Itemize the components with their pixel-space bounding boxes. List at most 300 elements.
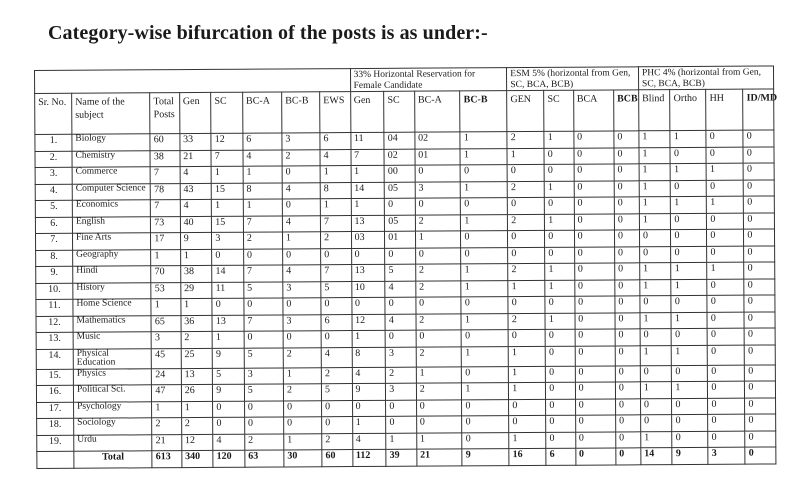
- category-value-cell: 1: [243, 199, 282, 216]
- total-value-cell: 39: [386, 449, 417, 466]
- category-value-cell: 7: [244, 265, 283, 282]
- sr-no-cell: 19.: [37, 435, 74, 452]
- category-value-cell: 0: [615, 382, 640, 399]
- category-value-cell: 2: [507, 181, 544, 198]
- category-value-cell: 3: [386, 383, 417, 400]
- category-value-cell: 1: [461, 280, 508, 297]
- total-posts-cell: 53: [151, 282, 180, 299]
- sr-no-cell: 14.: [36, 349, 73, 369]
- category-value-cell: 1: [180, 249, 212, 266]
- total-posts-cell: 21: [152, 434, 181, 451]
- category-value-cell: 1: [181, 298, 213, 315]
- column-header: BCB: [614, 90, 639, 131]
- category-value-cell: 0: [574, 230, 614, 247]
- category-value-cell: 4: [385, 281, 416, 298]
- category-value-cell: 12: [211, 133, 243, 150]
- subject-cell: Music: [73, 332, 151, 349]
- category-value-cell: 5: [244, 384, 283, 401]
- total-posts-cell: 7: [150, 167, 179, 184]
- category-value-cell: 0: [461, 247, 508, 264]
- category-value-cell: 0: [462, 399, 509, 416]
- category-value-cell: 0: [707, 180, 744, 197]
- category-value-cell: 0: [670, 147, 706, 164]
- category-value-cell: 0: [574, 279, 614, 296]
- category-value-cell: 2: [181, 417, 213, 434]
- category-value-cell: 1: [639, 164, 671, 181]
- category-value-cell: 1: [544, 131, 573, 148]
- category-value-cell: 3: [283, 314, 321, 331]
- category-value-cell: 0: [385, 198, 416, 215]
- category-value-cell: 0: [461, 231, 508, 248]
- category-value-cell: 13: [351, 264, 385, 281]
- category-value-cell: 2: [243, 232, 282, 249]
- category-value-cell: 0: [614, 197, 639, 214]
- category-value-cell: 7: [320, 215, 351, 232]
- category-value-cell: 0: [574, 213, 614, 230]
- category-value-cell: 0: [745, 381, 776, 398]
- category-value-cell: 0: [508, 197, 545, 214]
- category-value-cell: 2: [416, 346, 462, 366]
- category-value-cell: 1: [320, 199, 351, 216]
- category-value-cell: 1: [352, 330, 386, 347]
- category-value-cell: 0: [545, 230, 574, 247]
- column-header: BC-A: [242, 92, 281, 133]
- category-value-cell: 4: [352, 367, 386, 384]
- category-value-cell: 0: [385, 297, 416, 314]
- category-value-cell: 0: [282, 166, 320, 183]
- category-value-cell: 13: [212, 315, 244, 332]
- category-value-cell: 2: [282, 149, 320, 166]
- category-value-cell: 0: [708, 365, 745, 382]
- category-value-cell: 1: [706, 163, 743, 180]
- category-value-cell: 0: [640, 398, 672, 415]
- total-value-cell: 30: [284, 450, 322, 467]
- category-value-cell: 02: [384, 149, 415, 166]
- sr-no-cell: 17.: [37, 402, 74, 419]
- category-value-cell: 1: [507, 148, 544, 165]
- category-value-cell: 0: [707, 295, 744, 312]
- female-reservation-header: 33% Horizontal Reservation for Female Candidate: [350, 68, 507, 92]
- column-header: BC-A: [414, 91, 460, 132]
- category-value-cell: 0: [544, 164, 573, 181]
- sr-no-cell: 15.: [36, 369, 73, 386]
- total-value-cell: 60: [322, 450, 353, 467]
- category-value-cell: 0: [574, 246, 614, 263]
- category-value-cell: 1: [352, 416, 386, 433]
- category-value-cell: 0: [243, 248, 282, 265]
- total-posts-cell: 2: [152, 418, 181, 435]
- category-value-cell: 3: [415, 181, 461, 198]
- category-value-cell: 0: [671, 295, 707, 312]
- category-value-cell: 9: [180, 232, 212, 249]
- category-value-cell: 3: [385, 347, 416, 367]
- category-value-cell: 1: [639, 213, 671, 230]
- sr-no-cell: 13.: [36, 332, 73, 349]
- category-value-cell: 0: [283, 248, 321, 265]
- category-value-cell: 1: [509, 382, 546, 399]
- category-value-cell: 5: [213, 368, 245, 385]
- category-value-cell: 1: [320, 166, 351, 183]
- category-value-cell: 0: [744, 311, 775, 328]
- category-value-cell: 0: [244, 417, 283, 434]
- sr-no-cell: 12.: [36, 316, 73, 333]
- category-value-cell: 0: [213, 417, 245, 434]
- category-value-cell: 0: [322, 417, 353, 434]
- category-value-cell: 0: [415, 198, 461, 215]
- category-value-cell: 6: [320, 133, 351, 150]
- column-header: Gen: [179, 92, 211, 133]
- subject-cell: Psychology: [74, 401, 152, 418]
- category-value-cell: 4: [282, 215, 320, 232]
- category-value-cell: 2: [416, 313, 462, 330]
- category-value-cell: 0: [509, 415, 546, 432]
- category-value-cell: 0: [575, 382, 615, 399]
- category-value-cell: 0: [672, 398, 708, 415]
- category-value-cell: 0: [671, 180, 707, 197]
- category-value-cell: 0: [575, 398, 615, 415]
- category-value-cell: 1: [545, 214, 574, 231]
- sr-no-header: Sr. No.: [35, 93, 72, 134]
- category-value-cell: 3: [283, 281, 321, 298]
- column-header: SC: [544, 90, 574, 131]
- category-value-cell: 01: [415, 148, 461, 165]
- category-value-cell: 0: [462, 416, 509, 433]
- category-value-cell: 0: [614, 180, 639, 197]
- category-value-cell: 1: [243, 166, 282, 183]
- category-value-cell: 1: [639, 197, 671, 214]
- category-value-cell: 0: [212, 249, 244, 266]
- category-value-cell: 0: [416, 297, 462, 314]
- category-value-cell: 11: [350, 132, 384, 149]
- page-title: Category-wise bifurcation of the posts is as under:-: [48, 22, 488, 44]
- total-posts-cell: 3: [151, 332, 180, 349]
- category-value-cell: 0: [575, 296, 615, 313]
- category-value-cell: 0: [745, 414, 776, 431]
- subject-cell: Geography: [73, 249, 151, 266]
- category-value-cell: 0: [415, 165, 461, 182]
- category-value-cell: 1: [416, 366, 462, 383]
- category-value-cell: 1: [461, 264, 508, 281]
- category-value-cell: 1: [351, 198, 385, 215]
- total-value-cell: 120: [213, 450, 245, 467]
- category-value-cell: 0: [671, 246, 707, 263]
- category-value-cell: 0: [708, 414, 745, 431]
- sr-no-cell: 2.: [35, 151, 72, 168]
- category-value-cell: 0: [672, 431, 708, 448]
- column-header: ID/MD: [743, 89, 774, 130]
- category-value-cell: 0: [461, 297, 508, 314]
- category-value-cell: 0: [509, 399, 546, 416]
- total-posts-cell: 65: [151, 315, 180, 332]
- category-value-cell: 0: [744, 262, 775, 279]
- category-value-cell: 1: [545, 263, 574, 280]
- category-value-cell: 0: [745, 364, 776, 381]
- total-value-cell: 16: [509, 448, 546, 465]
- category-value-cell: 4: [385, 314, 416, 331]
- category-value-cell: 1: [461, 313, 508, 330]
- category-value-cell: 4: [282, 182, 320, 199]
- subject-cell: Physics: [73, 368, 151, 385]
- sr-no-cell: 5.: [35, 200, 72, 217]
- category-value-cell: 1: [671, 262, 707, 279]
- category-value-cell: 5: [385, 264, 416, 281]
- category-value-cell: 3: [244, 367, 283, 384]
- category-value-cell: 4: [213, 434, 245, 451]
- category-value-cell: 11: [212, 282, 244, 299]
- category-value-cell: 0: [640, 296, 672, 313]
- category-value-cell: 0: [545, 197, 574, 214]
- category-value-cell: 1: [639, 147, 671, 164]
- category-value-cell: 0: [706, 147, 743, 164]
- category-value-cell: 0: [744, 179, 775, 196]
- category-value-cell: 1: [415, 231, 461, 248]
- category-value-cell: 7: [244, 314, 283, 331]
- category-value-cell: 0: [614, 147, 639, 164]
- category-value-cell: 40: [180, 216, 212, 233]
- total-posts-cell: 1: [152, 401, 181, 418]
- category-value-cell: 0: [546, 415, 575, 432]
- category-value-cell: 1: [545, 280, 574, 297]
- category-value-cell: 0: [462, 366, 509, 383]
- category-value-cell: 0: [614, 213, 639, 230]
- category-value-cell: 4: [320, 149, 351, 166]
- category-value-cell: 0: [672, 328, 708, 345]
- category-value-cell: 02: [415, 132, 461, 149]
- category-value-cell: 13: [181, 368, 213, 385]
- total-value-cell: 3: [708, 447, 745, 464]
- category-value-cell: 1: [671, 196, 707, 213]
- category-value-cell: 0: [321, 248, 352, 265]
- category-value-cell: 1: [212, 199, 244, 216]
- category-value-cell: 0: [708, 345, 745, 365]
- category-value-cell: 38: [180, 265, 212, 282]
- category-value-cell: 0: [574, 263, 614, 280]
- category-value-cell: 7: [211, 150, 243, 167]
- total-posts-cell: 47: [152, 385, 181, 402]
- category-value-cell: 0: [744, 229, 775, 246]
- category-value-cell: 5: [244, 281, 283, 298]
- sr-no-cell: 1.: [35, 134, 72, 151]
- category-value-cell: 0: [708, 431, 745, 448]
- category-value-cell: 0: [708, 381, 745, 398]
- category-value-cell: 0: [283, 331, 321, 348]
- category-value-cell: 5: [244, 347, 283, 367]
- category-value-cell: 0: [461, 165, 508, 182]
- category-value-cell: 0: [745, 430, 776, 447]
- category-value-cell: 03: [351, 231, 385, 248]
- posts-table-container: [34, 65, 776, 469]
- category-value-cell: 29: [181, 282, 213, 299]
- category-value-cell: 14: [212, 265, 244, 282]
- column-header: SC: [211, 92, 243, 133]
- category-value-cell: 0: [575, 312, 615, 329]
- category-value-cell: 1: [460, 148, 507, 165]
- category-value-cell: 01: [385, 231, 416, 248]
- column-header: GEN: [507, 90, 544, 131]
- category-value-cell: 2: [507, 131, 544, 148]
- category-value-cell: 7: [243, 215, 282, 232]
- posts-table: [34, 65, 776, 469]
- category-value-cell: 0: [461, 198, 508, 215]
- category-value-cell: 0: [212, 298, 244, 315]
- category-value-cell: 0: [244, 298, 283, 315]
- category-value-cell: 1: [671, 279, 707, 296]
- category-value-cell: 2: [508, 313, 545, 330]
- category-value-cell: 0: [615, 312, 640, 329]
- category-value-cell: 4: [180, 166, 212, 183]
- category-value-cell: 5: [321, 384, 352, 401]
- category-value-cell: 25: [181, 348, 213, 368]
- category-value-cell: 1: [509, 432, 546, 449]
- blank-header-cell: [35, 69, 351, 94]
- subject-cell: Home Science: [73, 299, 151, 316]
- category-value-cell: 2: [322, 433, 353, 450]
- category-value-cell: 1: [508, 346, 545, 366]
- category-value-cell: 0: [744, 212, 775, 229]
- category-value-cell: 0: [575, 365, 615, 382]
- category-value-cell: 0: [385, 248, 416, 265]
- category-value-cell: 2: [386, 367, 417, 384]
- category-value-cell: 0: [546, 382, 575, 399]
- category-value-cell: 0: [745, 397, 776, 414]
- category-value-cell: 2: [321, 232, 352, 249]
- subject-cell: Biology: [72, 134, 150, 151]
- category-value-cell: 1: [460, 132, 507, 149]
- category-value-cell: 12: [352, 314, 386, 331]
- category-value-cell: 15: [211, 183, 243, 200]
- category-value-cell: 0: [744, 245, 775, 262]
- category-value-cell: 0: [615, 279, 640, 296]
- total-posts-cell: 1: [151, 249, 180, 266]
- category-value-cell: 13: [351, 215, 385, 232]
- total-posts-cell: 1: [151, 299, 180, 316]
- category-value-cell: 0: [575, 415, 615, 432]
- category-value-cell: 1: [282, 232, 320, 249]
- total-posts-cell: 78: [151, 183, 180, 200]
- category-value-cell: 1: [707, 262, 744, 279]
- category-value-cell: 1: [211, 166, 243, 183]
- total-posts-cell: 60: [150, 134, 179, 151]
- category-value-cell: 1: [640, 263, 672, 280]
- subject-cell: Mathematics: [73, 315, 151, 332]
- subject-cell: Chemistry: [72, 150, 150, 167]
- category-value-cell: 0: [545, 329, 574, 346]
- category-value-cell: 0: [641, 415, 673, 432]
- category-value-cell: 0: [615, 329, 640, 346]
- category-value-cell: 0: [508, 230, 545, 247]
- category-value-cell: 0: [385, 330, 416, 347]
- category-value-cell: 0: [707, 246, 744, 263]
- category-value-cell: 0: [744, 328, 775, 345]
- category-value-cell: 0: [508, 329, 545, 346]
- category-value-cell: 2: [283, 347, 321, 367]
- category-value-cell: 1: [671, 312, 707, 329]
- category-value-cell: 1: [544, 181, 573, 198]
- total-posts-header: Total Posts: [150, 93, 180, 134]
- total-label: Total: [74, 451, 152, 468]
- sr-no-cell: 9.: [36, 266, 73, 283]
- category-value-cell: 1: [671, 163, 707, 180]
- category-value-cell: 1: [639, 180, 671, 197]
- subject-cell: Fine Arts: [72, 233, 150, 250]
- column-header: HH: [706, 89, 743, 130]
- category-value-cell: 0: [352, 400, 386, 417]
- subject-header: Name of the subject: [72, 93, 151, 134]
- category-value-cell: 0: [508, 296, 545, 313]
- grand-total-cell: 613: [152, 451, 181, 468]
- category-value-cell: 8: [243, 182, 282, 199]
- total-posts-cell: 45: [152, 348, 181, 368]
- category-value-cell: 0: [616, 431, 641, 448]
- category-value-cell: 0: [575, 329, 615, 346]
- category-value-cell: 0: [614, 131, 639, 148]
- category-value-cell: 14: [351, 182, 385, 199]
- category-value-cell: 0: [707, 279, 744, 296]
- subject-cell: Sociology: [74, 418, 152, 435]
- total-value-cell: 63: [245, 450, 284, 467]
- category-value-cell: 6: [321, 314, 352, 331]
- category-value-cell: 0: [284, 400, 322, 417]
- category-value-cell: 1: [283, 367, 321, 384]
- category-value-cell: 0: [574, 180, 614, 197]
- subject-cell: Hindi: [73, 266, 151, 283]
- category-value-cell: 3: [282, 133, 320, 150]
- category-value-cell: 0: [545, 247, 574, 264]
- category-value-cell: 0: [706, 130, 743, 147]
- category-value-cell: 0: [672, 365, 708, 382]
- subject-cell: History: [73, 282, 151, 299]
- category-value-cell: 0: [508, 247, 545, 264]
- category-value-cell: 0: [615, 398, 640, 415]
- category-value-cell: 0: [416, 330, 462, 347]
- category-value-cell: 2: [508, 214, 545, 231]
- category-value-cell: 0: [743, 130, 774, 147]
- category-value-cell: 1: [670, 130, 706, 147]
- category-value-cell: 0: [284, 417, 322, 434]
- category-value-cell: 0: [244, 400, 283, 417]
- column-header: BCA: [573, 90, 614, 131]
- category-value-cell: 0: [640, 246, 672, 263]
- subject-cell: Economics: [72, 200, 150, 217]
- category-value-cell: 1: [461, 181, 508, 198]
- category-value-cell: 0: [546, 432, 575, 449]
- category-value-cell: 0: [415, 247, 461, 264]
- total-posts-cell: 24: [152, 368, 181, 385]
- category-value-cell: 2: [415, 264, 461, 281]
- category-value-cell: 0: [640, 365, 672, 382]
- category-value-cell: 0: [614, 164, 639, 181]
- category-value-cell: 8: [352, 347, 386, 367]
- sr-no-cell: 4.: [35, 184, 72, 201]
- category-value-cell: 05: [385, 215, 416, 232]
- total-posts-cell: 17: [151, 233, 180, 250]
- total-row: [37, 447, 776, 469]
- category-value-cell: 0: [707, 328, 744, 345]
- column-header: Gen: [350, 91, 384, 132]
- category-value-cell: 0: [672, 414, 708, 431]
- category-value-cell: 1: [508, 280, 545, 297]
- category-value-cell: 6: [243, 133, 282, 150]
- category-value-cell: 7: [351, 149, 385, 166]
- category-value-cell: 0: [545, 296, 574, 313]
- sr-no-cell: 6.: [35, 217, 72, 234]
- category-value-cell: 0: [671, 229, 707, 246]
- category-value-cell: 0: [615, 263, 640, 280]
- category-value-cell: 0: [386, 416, 417, 433]
- category-value-cell: 2: [508, 263, 545, 280]
- sr-no-cell: 8.: [36, 250, 73, 267]
- category-value-cell: 1: [672, 345, 708, 365]
